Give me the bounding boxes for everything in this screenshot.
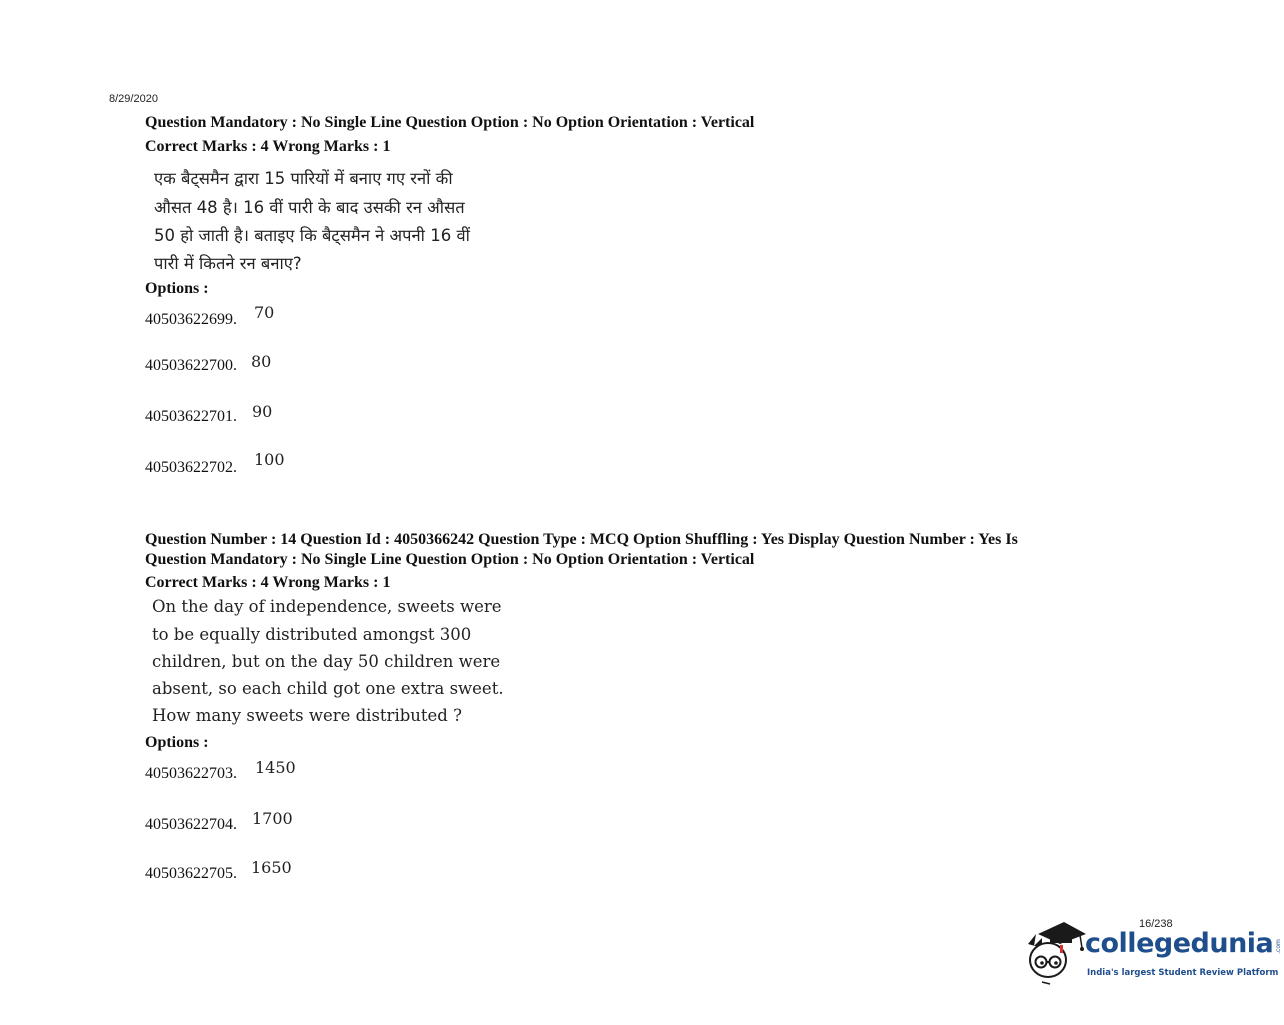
- option-id: 40503622704.: [145, 816, 237, 833]
- option-value: 100: [254, 450, 285, 469]
- question-meta: Question Mandatory : No Single Line Question Option : No Option Orientation : Vertical: [145, 551, 755, 568]
- student-mascot-icon: [1024, 920, 1090, 988]
- option-value: 90: [252, 402, 273, 421]
- question-text-line: On the day of independence, sweets were: [152, 597, 502, 616]
- options-label: Options :: [145, 734, 209, 751]
- brand-tagline: India's largest Student Review Platform: [1087, 968, 1279, 978]
- option-id: 40503622705.: [145, 865, 237, 882]
- question-meta: Question Number : 14 Question Id : 4050366242 Question Type : MCQ Option Shuffling : Yes Display Question Number : Yes Is: [145, 531, 1018, 548]
- option-value: 1650: [251, 858, 292, 877]
- options-label: Options :: [145, 280, 209, 297]
- brand-suffix: .com: [1275, 939, 1283, 954]
- option-value: 80: [251, 352, 272, 371]
- question-text-line: 50 हो जाती है। बताइए कि बैट्समैन ने अपनी 16 वीं: [154, 226, 470, 245]
- question-marks: Correct Marks : 4 Wrong Marks : 1: [145, 138, 391, 155]
- question-text-line: औसत 48 है। 16 वीं पारी के बाद उसकी रन औसत: [154, 198, 465, 217]
- option-value: 1700: [252, 809, 293, 828]
- page-number: 16/238: [1139, 918, 1173, 930]
- option-id: 40503622699.: [145, 311, 237, 328]
- brand-name: collegedunia: [1085, 928, 1274, 959]
- question-text-line: एक बैट्समैन द्वारा 15 पारियों में बनाए गए रनों की: [154, 169, 453, 188]
- option-id: 40503622700.: [145, 357, 237, 374]
- option-id: 40503622702.: [145, 459, 237, 476]
- question-text-line: How many sweets were distributed ?: [152, 706, 462, 725]
- option-id: 40503622703.: [145, 765, 237, 782]
- question-meta: Question Mandatory : No Single Line Question Option : No Option Orientation : Vertical: [145, 114, 755, 131]
- question-text-line: पारी में कितने रन बनाए?: [154, 254, 302, 273]
- brand-logo: [1085, 928, 1284, 959]
- print-date: 8/29/2020: [109, 93, 158, 105]
- question-text-line: absent, so each child got one extra sweet.: [152, 679, 504, 698]
- question-text-line: to be equally distributed amongst 300: [152, 625, 472, 644]
- question-text-line: children, but on the day 50 children were: [152, 652, 501, 671]
- option-value: 1450: [255, 758, 296, 777]
- option-id: 40503622701.: [145, 408, 237, 425]
- option-value: 70: [254, 303, 275, 322]
- question-marks: Correct Marks : 4 Wrong Marks : 1: [145, 574, 391, 591]
